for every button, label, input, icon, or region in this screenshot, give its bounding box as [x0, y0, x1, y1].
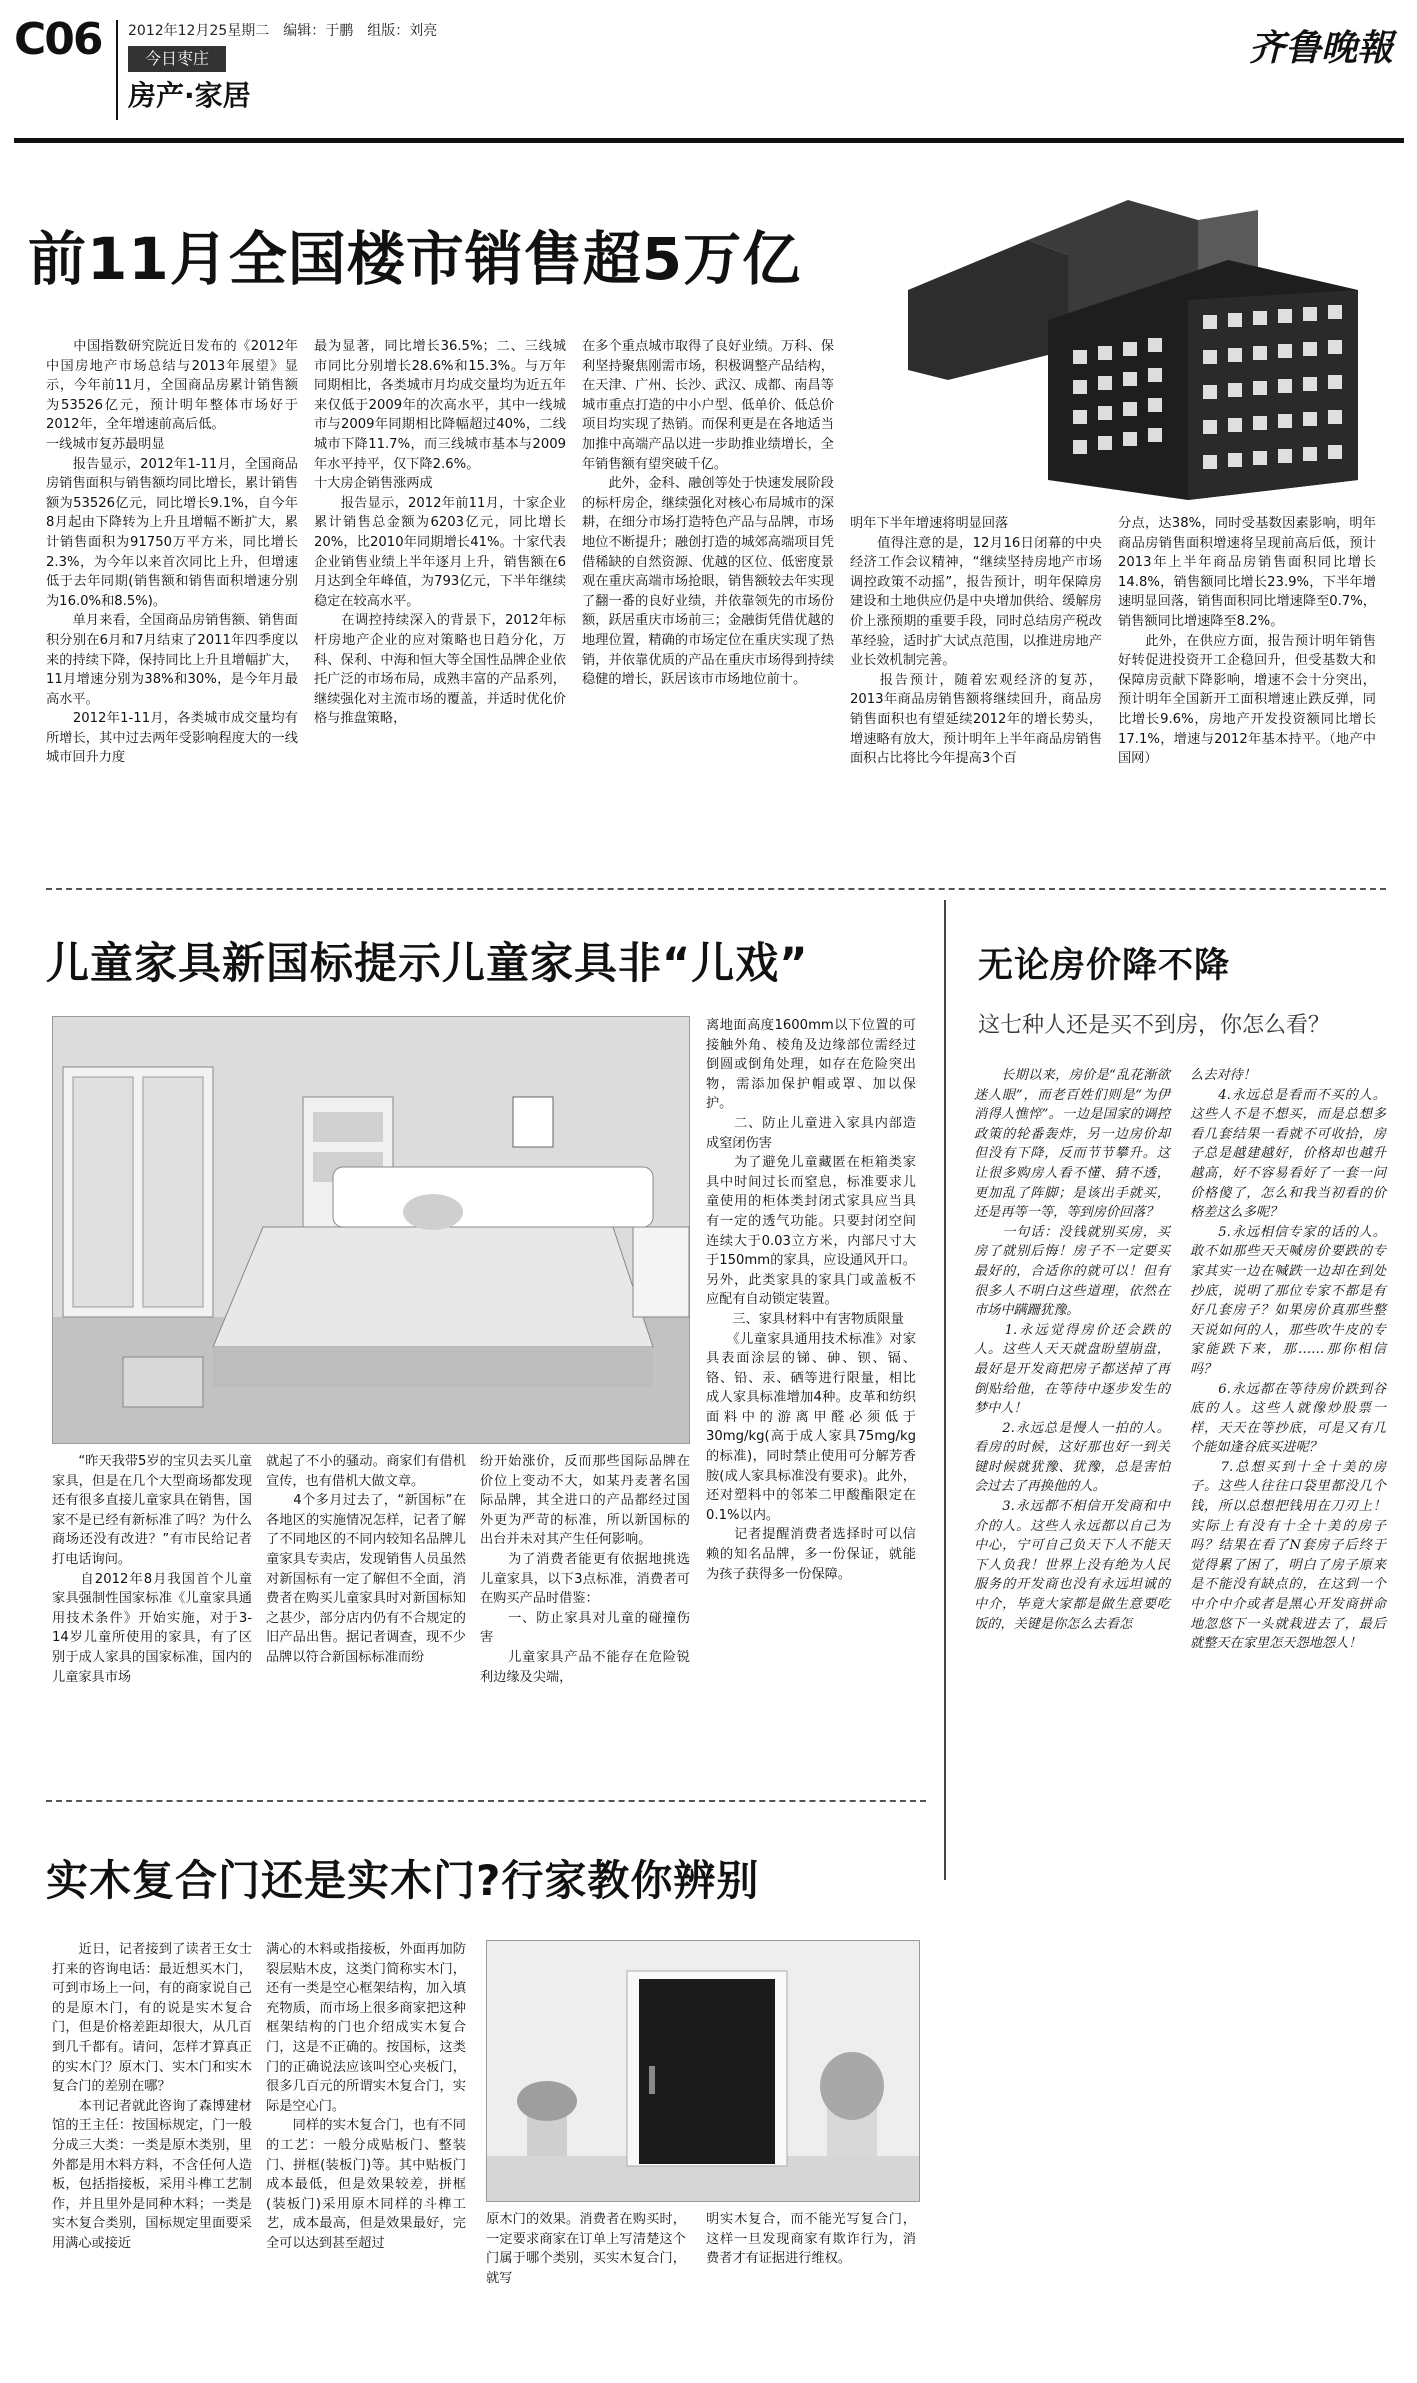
article3-column-2: 么去对待！ 4.永远总是看而不买的人。这些人不是不想买，而是总想多看几套结果一看就不可收拾，房子总是越建越好，价格却也越升越高，好不容易看好了一套一问价格傻了，怎么和我当初看的价格差这么多呢？ 5.永远相信专家的话的人。敢不如那些天天喊房价要跌的专家其实一边在喊跌一边却在到处抄底，说明了那位专家不都是有好几套房子？如果房价真那些整天说如何的人，那些吹牛皮的专家能跌下来，那……那你相信吗？ 6.永远都在等待房价跌到谷底的人。这些人就像炒股票一样，天天在等抄底，可是又有几个能如逢谷底买进呢？ 7.总想买到十全十美的房子。这些人往往口袋里都没几个钱，所以总想把钱用在刀刃上！实际上有没有十全十美的房子吗？结果在看了N套房子后终于觉得累了困了，明白了房子原来是不能没有缺点的，在这到一个中介中介或者是黑心开发商拼命地忽悠下一头就栽进去了，最后就整天在家里怎天怨地怨人！ [1190, 1068, 1386, 1652]
article1-column-5: 分点，达38%，同时受基数因素影响，明年商品房销售面积增速将呈现前高后低，预计2013年上半年商品房销售面积同比增长14.8%，销售额同比增长23.9%，下半年增速明显回落，销售面积同比增速降至0.7%，销售额同比增速降至8.2%。 此外，在供应方面，报告预计明年销售好转促进投资开工企稳回升，但受基数大和保障房贡献下降影响，增速不会十分突出，预计明年全国新开工面积增速止跌反弹，同比增长9.6%，房地产开发投资额同比增长17.1%，增速与2012年基本持平。（地产中国网） [1118, 516, 1376, 767]
header-divider [116, 20, 118, 120]
article1-column-3: 在多个重点城市取得了良好业绩。万科、保利坚持聚焦刚需市场，积极调整产品结构，在天津、广州、长沙、武汉、成都、南昌等城市重点打造的中小户型、低单价、低总价项目均实现了热销。而保利更是在各地适当加推中高端产品以进一步助推业绩增长，全年销售额有望突破千亿。 此外，金科、融创等处于快速发展阶段的标杆房企，继续强化对核心布局城市的深耕，在细分市场打造特色产品与品牌，市场地位不断提升；融创打造的城郊高端项目凭借稀缺的自然资源、优越的区位、低密度景观在重庆高端市场抢眼，销售额较去年实现了翻一番的良好业绩，并依靠领先的市场份额，跃居重庆市场前三；金融街凭借优越的地理位置，精确的市场定位在重庆实现了热销，并依靠优质的产品在重庆市场得到持续稳健的增长，跃居该市市场地位前十。 [582, 339, 834, 688]
wooden-door-illustration-icon [487, 1941, 919, 2201]
article1-headline: 前11月全国楼市销售超5万亿 [28, 225, 802, 293]
page-code: C06 [14, 14, 102, 65]
article4-headline: 实木复合门还是实木门?行家教你辨别 [46, 1856, 760, 1905]
section-tag: 今日枣庄 [128, 46, 226, 72]
kids-bedroom-illustration-icon [53, 1017, 689, 1443]
article2-column-2: 就起了不小的骚动。商家们有借机宣传，也有借机大做文章。 4个多月过去了，“新国标”在各地区的实施情况怎样，记者了解了不同地区的不同内较知名品牌儿童家具专卖店，发现销售人员虽然对新国标有一定了解但不全面，消费者在购买儿童家具时对新国标知之甚少，部分店内仍有不合规定的旧产品出售。据记者调查，现不少品牌以符合新国标标准而纷 [266, 1454, 466, 1665]
wooden-door-photo [486, 1940, 920, 2202]
article2-column-right: 离地面高度1600mm以下位置的可接触外角、棱角及边缘部位需经过倒圆或倒角处理，如存在危险突出物，需添加保护帽或罩、加以保护。 二、防止儿童进入家具内部造成窒闭伤害 为了避免儿童藏匿在柜箱类家具中时间过长而窒息，标准要求儿童使用的柜体类封闭式家具应当具有一定的透气功能。只要封闭空间连续大于0.03立方米，内部尺寸大于150mm的家具，应设通风开口。另外，此类家具的家具门或盖板不应配有自动锁定装置。 三、家具材料中有害物质限量 《儿童家具通用技术标准》对家具表面涂层的锑、砷、钡、镉、铬、铅、汞、硒等进行限量，相比成人家具标准增加4种。皮革和纺织面料中的游离甲醛必须低于30mg/kg(高于成人家具75mg/kg的标准)，同时禁止使用可分解芳香胺(成人家具标准没有要求)。此外，还对塑料中的邻苯二甲酸酯限定在0.1%以内。 记者提醒消费者选择时可以信赖的知名品牌，多一份保证，就能为孩子获得多一份保障。 [706, 1018, 916, 1582]
article4-column-3: 原木门的效果。消费者在购买时，一定要求商家在订单上写清楚这个门属于哪个类别，买实木复合门，就写 [486, 2212, 686, 2286]
article4-column-4: 明实木复合，而不能光写复合门，这样一旦发现商家有欺诈行为，消费者才有证据进行维权。 [706, 2212, 916, 2267]
article2-column-1: “昨天我带5岁的宝贝去买儿童家具，但是在几个大型商场都发现还有很多直接儿童家具在销售，国家不是已经有新标准了吗？为什么商场还没有改进？”有市民给记者打电话询问。 自2012年8月我国首个儿童家具强制性国家标准《儿童家具通用技术条件》开始实施，对于3-14岁儿童所使用的家具，有了区别于成人家具的国家标准，国内的儿童家具市场 [52, 1454, 252, 1685]
header-rule [14, 138, 1404, 143]
article3-column-1: 长期以来，房价是“乱花渐欲迷人眼”，而老百姓们则是“为伊消得人憔悴”。一边是国家的调控政策的轮番轰炸，另一边房价却但没有下降，反而节节攀升。这让很多购房人看不懂、猜不透，更加乱了阵脚；是该出手就买，还是再等一等，等到房价回落？ 一句话：没钱就别买房，买房了就别后悔！房子不一定要买最好的，合适你的就可以！但有很多人不明白这些道理，依然在市场中蹒跚犹豫。 1.永远觉得房价还会跌的人。这些人天天就盘盼望崩盘，最好是开发商把房子都送掉了再倒贴给他，在等待中逐步发生的梦中人！ 2.永远总是慢人一拍的人。看房的时候，这好那也好一到关键时候就犹豫、犹豫，总是害怕会过去了再换他的人。 3.永远都不相信开发商和中介的人。这些人永远都以自己为中心，宁可自己负天下人不能天下人负我！世界上没有绝为人民服务的开发商也没有永远坦诚的中介，毕竟大家都是做生意要吃饭的，关键是你怎么去看怎 [974, 1068, 1170, 1632]
article3-subtitle: 这七种人还是买不到房，你怎么看？ [978, 1013, 1331, 1038]
article4-column-2: 满心的木料或指接板，外面再加防裂层贴木皮，这类门简称实木门，还有一类是空心框架结构，加入填充物质，而市场上很多商家把这种框架结构的门也介绍成实木复合门，这是不正确的。按国标，这类门的正确说法应该叫空心夹板门，很多几百元的所谓实木复合门，实际是空心门。 同样的实木复合门，也有不同的工艺：一般分成贴板门、整装门、拼框(装板门)等。其中贴板门成本最低，但是效果较差，拼框(装板门)采用原木同样的斗榫工艺，成本最高，但是效果最好，完全可以达到甚至超过 [266, 1942, 466, 2251]
article3-headline: 无论房价降不降 [978, 946, 1231, 986]
newspaper-logo: 齐鲁晚報 [1248, 27, 1393, 69]
divider-article2 [46, 1800, 926, 1802]
article1-column-1: 中国指数研究院近日发布的《2012年中国房地产市场总结与2013年展望》显示，今年前11月，全国商品房累计销售额为53526亿元，预计明年整体市场好于2012年，全年增速前高后低。 一线城市复苏最明显 报告显示，2012年1-11月，全国商品房销售面积与销售额均同比增长，累计销售额为53526亿元，同比增长9.1%，自今年8月起由下降转为上升且增幅不断扩大，累计销售面积为91750万平方米，同比增长2.3%，为今年以来首次同比上升，但增速低于去年同期(销售额和销售面积增速分别为16.0%和8.5%)。 单月来看，全国商品房销售额、销售面积分别在6月和7月结束了2011年四季度以来的持续下降，保持同比上升且增幅扩大，11月增速分别为38%和30%，是今年月最高水平。 2012年1-11月，各类城市成交量均有所增长，其中过去两年受影响程度大的一线城市回升力度 [46, 339, 298, 766]
section-title: 房产·家居 [128, 79, 251, 112]
article1-column-4: 明年下半年增速将明显回落 值得注意的是，12月16日闭幕的中央经济工作会议精神，“继续坚持房地产市场调控政策不动摇”，报告预计，明年保障房建设和土地供应仍是中央增加供给、缓解房价上涨预期的重要手段，同时总结房产税改革经验，适时扩大试点范围，以推进房地产业长效机制完善。 报告预计，随着宏观经济的复苏，2013年商品房销售额将继续回升，商品房销售面积也有望延续2012年的增长势头，增速略有放大，预计明年上半年商品房销售面积占比将比今年提高3个百 [850, 516, 1102, 767]
article2-column-3: 纷开始涨价，反而那些国际品牌在价位上变动不大，如某丹麦著名国际品牌，其全进口的产品都经过国外更为严苛的标准，所以新国标的出台并未对其产生任何影响。 为了消费者能更有依据地挑选儿童家具，以下3点标准，消费者可在购买产品时借鉴： 一、防止家具对儿童的碰撞伤害 儿童家具产品不能存在危险锐利边缘及尖端， [480, 1454, 690, 1685]
vertical-divider [944, 900, 946, 1880]
kids-bedroom-photo [52, 1016, 690, 1444]
divider-article1 [46, 888, 1386, 890]
article2-headline: 儿童家具新国标提示儿童家具非“儿戏” [46, 939, 809, 989]
article1-column-2: 最为显著，同比增长36.5%；二、三线城市同比分别增长28.6%和15.3%。与万年同期相比，各类城市月均成交量均为近五年来仅低于2009年的次高水平，其中一线城市与2009年同期相比降幅超过40%，二线城市下降11.7%，而三线城市基本与2009年水平持平，仅下降2.6%。 十大房企销售涨两成 报告显示，2012年前11月，十家企业累计销售总金额为6203亿元，同比增长20%，比2010年同期增长41%。十家代表企业销售业绩上半年逐月上升，销售额在6月达到全年峰值，为793亿元，下半年继续稳定在较高水平。 在调控持续深入的背景下，2012年标杆房地产企业的应对策略也日趋分化，万科、保利、中海和恒大等全国性品牌企业依托广泛的市场布局，成熟丰富的产品系列，继续强化对主流市场的覆盖，并适时优化价格与推盘策略， [314, 339, 566, 727]
building-illustration-icon [898, 180, 1378, 500]
issue-meta: 2012年12月25星期二 编辑：于鹏 组版：刘亮 [128, 23, 438, 39]
article4-column-1: 近日，记者接到了读者王女士打来的咨询电话：最近想买木门，可到市场上一问，有的商家说自己的是原木门，有的说是实木复合门，但是价格差距却很大，从几百到几千都有。请问，怎样才算真正的实木门？原木门、实木门和实木复合门的差别在哪？ 本刊记者就此咨询了森博建材馆的王主任：按国标规定，门一般分成三大类：一类是原木类别，里外都是用木料方料，不含任何人造板，包括指接板，采用斗榫工艺制作，并且里外是同种木料；一类是实木复合类别，国标规定里面要采用满心或接近 [52, 1942, 252, 2251]
